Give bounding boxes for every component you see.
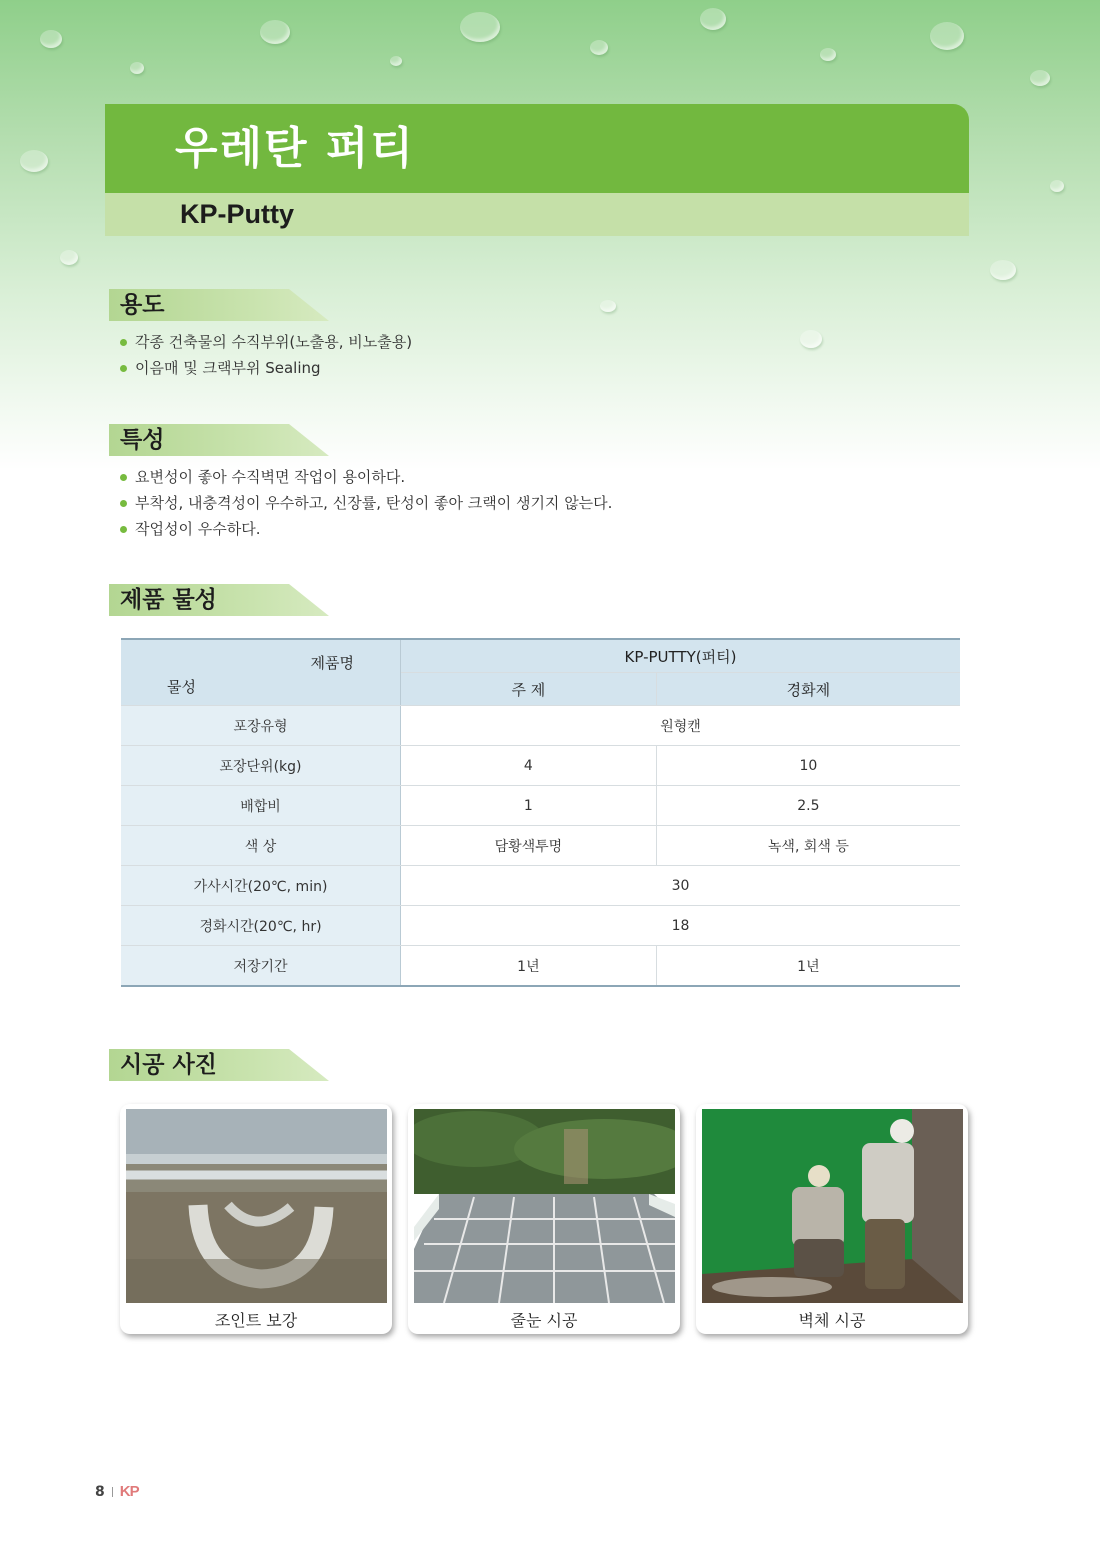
usage-list <box>120 329 412 381</box>
list-item: 작업성이 우수하다. <box>120 516 612 542</box>
row-label: 포장유형 <box>121 706 401 746</box>
footer-divider <box>112 1487 113 1497</box>
table-row <box>121 786 960 826</box>
photo-card <box>408 1104 680 1334</box>
corner-label-product: 제품명 <box>310 654 354 672</box>
table-cell: 30 <box>401 866 961 906</box>
table-cell: 1 <box>401 786 657 826</box>
row-label: 배합비 <box>121 786 401 826</box>
product-name-header: KP-PUTTY(퍼티) <box>401 639 961 673</box>
bullet-dot-icon <box>120 474 127 481</box>
col-header-main: 주 제 <box>401 673 657 706</box>
section-title-properties: 제품 물성 <box>120 587 217 613</box>
photo-caption: 조인트 보강 <box>214 1311 298 1330</box>
table-corner-cell <box>121 639 401 706</box>
table-cell: 1년 <box>401 946 657 987</box>
table-row <box>121 946 960 987</box>
section-title-features: 특성 <box>120 427 165 453</box>
bullet-dot-icon <box>120 500 127 507</box>
section-header-usage <box>109 289 329 321</box>
table-row <box>121 746 960 786</box>
page-title: 우레탄 퍼티 <box>105 104 969 193</box>
photo-card <box>696 1104 968 1334</box>
table-row <box>121 866 960 906</box>
table-cell: 4 <box>401 746 657 786</box>
kp-logo: KP <box>119 1483 139 1500</box>
row-label: 색 상 <box>121 826 401 866</box>
page-subtitle: KP-Putty <box>105 193 969 236</box>
row-label: 가사시간(20℃, min) <box>121 866 401 906</box>
table-row <box>121 906 960 946</box>
section-header-photos <box>109 1049 329 1081</box>
features-list <box>120 464 612 542</box>
section-header-features <box>109 424 329 456</box>
bullet-dot-icon <box>120 526 127 533</box>
page-number: 8 <box>95 1484 105 1500</box>
photo-caption: 벽체 시공 <box>798 1311 866 1330</box>
row-label: 저장기간 <box>121 946 401 987</box>
list-item: 요변성이 좋아 수직벽면 작업이 용이하다. <box>120 464 612 490</box>
photo-grout-work <box>414 1109 675 1303</box>
table-cell: 18 <box>401 906 961 946</box>
bullet-dot-icon <box>120 339 127 346</box>
table-cell: 원형캔 <box>401 706 961 746</box>
corner-label-property: 물성 <box>167 678 196 696</box>
bullet-dot-icon <box>120 365 127 372</box>
photo-card <box>120 1104 392 1334</box>
section-title-usage: 용도 <box>120 292 165 318</box>
list-item: 이음매 및 크랙부위 Sealing <box>120 355 412 381</box>
photo-caption: 줄눈 시공 <box>510 1311 578 1330</box>
list-item: 각종 건축물의 수직부위(노출용, 비노출용) <box>120 329 412 355</box>
table-header-row <box>121 639 960 673</box>
photo-joint-reinforcement <box>126 1109 387 1303</box>
table-cell: 담황색투명 <box>401 826 657 866</box>
title-box <box>105 104 969 236</box>
page-footer <box>95 1483 139 1500</box>
row-label: 포장단위(kg) <box>121 746 401 786</box>
row-label: 경화시간(20℃, hr) <box>121 906 401 946</box>
section-title-photos: 시공 사진 <box>120 1052 217 1078</box>
col-header-hardener: 경화제 <box>656 673 960 706</box>
photo-wall-work <box>702 1109 963 1303</box>
properties-table <box>121 638 960 987</box>
section-header-properties <box>109 584 329 616</box>
table-row <box>121 826 960 866</box>
table-cell: 10 <box>656 746 960 786</box>
table-row <box>121 706 960 746</box>
list-item: 부착성, 내충격성이 우수하고, 신장률, 탄성이 좋아 크랙이 생기지 않는다. <box>120 490 612 516</box>
table-cell: 1년 <box>656 946 960 987</box>
table-cell: 2.5 <box>656 786 960 826</box>
table-cell: 녹색, 회색 등 <box>656 826 960 866</box>
